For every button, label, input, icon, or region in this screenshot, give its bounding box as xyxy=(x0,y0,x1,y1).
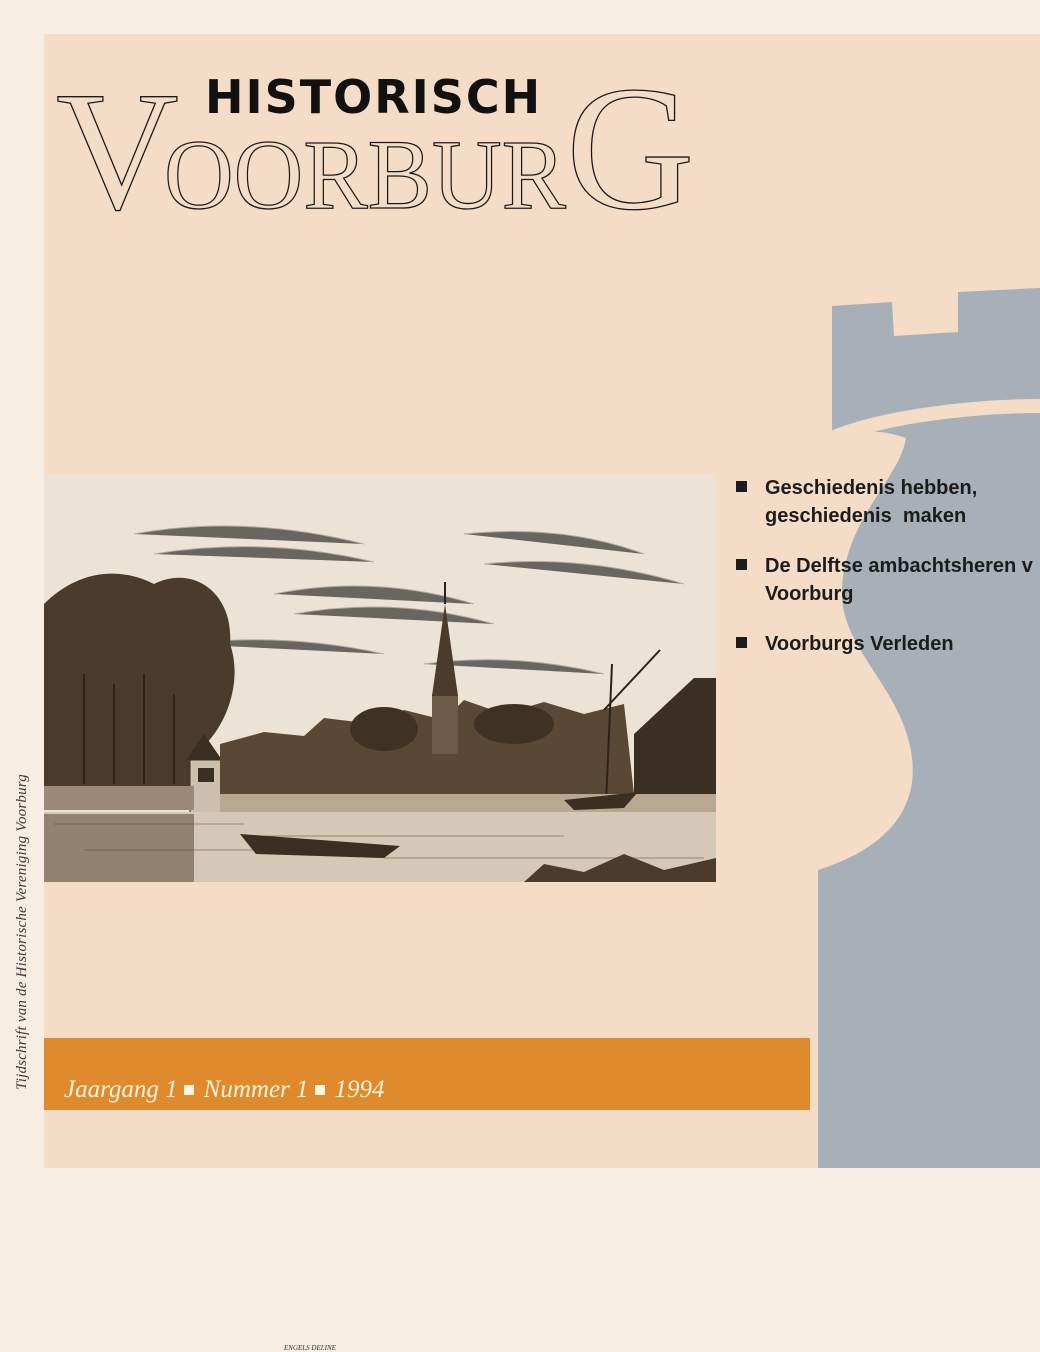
contents-item xyxy=(736,630,1040,658)
issue-year: 1994 xyxy=(334,1076,385,1103)
contents-item-line: geschiedenis maken xyxy=(765,505,967,527)
contents-item-line: Voorburgs Verleden xyxy=(765,633,954,655)
contents-item-line: Voorburg xyxy=(765,583,854,605)
masthead-final: G xyxy=(566,49,695,247)
issue-volume: Jaargang 1 xyxy=(64,1076,178,1103)
square-bullet-icon xyxy=(736,481,747,492)
square-bullet-icon xyxy=(736,637,747,648)
contents-item-line: Geschiedenis hebben, xyxy=(765,477,978,499)
square-bullet-icon xyxy=(736,559,747,570)
contents-item xyxy=(736,552,1040,608)
spine-subtitle: Tijdschrift van de Historische Vereniging Voorburg xyxy=(14,774,30,1090)
square-separator-icon xyxy=(315,1085,325,1095)
contents-item-line: De Delftse ambachtsheren v xyxy=(765,555,1033,577)
masthead-top-word: HISTORISCH xyxy=(205,70,543,124)
tower-silhouette xyxy=(808,288,1040,1168)
contents-list xyxy=(736,474,1040,680)
contents-item xyxy=(736,474,1040,530)
issue-band xyxy=(44,1038,810,1110)
masthead-middle: OORBUR xyxy=(164,119,567,230)
issue-number: Nummer 1 xyxy=(203,1076,309,1103)
masthead-initial: V xyxy=(56,57,179,245)
issue-info xyxy=(64,1076,385,1104)
engraving-signature: ENGELS DELINE xyxy=(284,1344,336,1352)
square-separator-icon xyxy=(184,1085,194,1095)
